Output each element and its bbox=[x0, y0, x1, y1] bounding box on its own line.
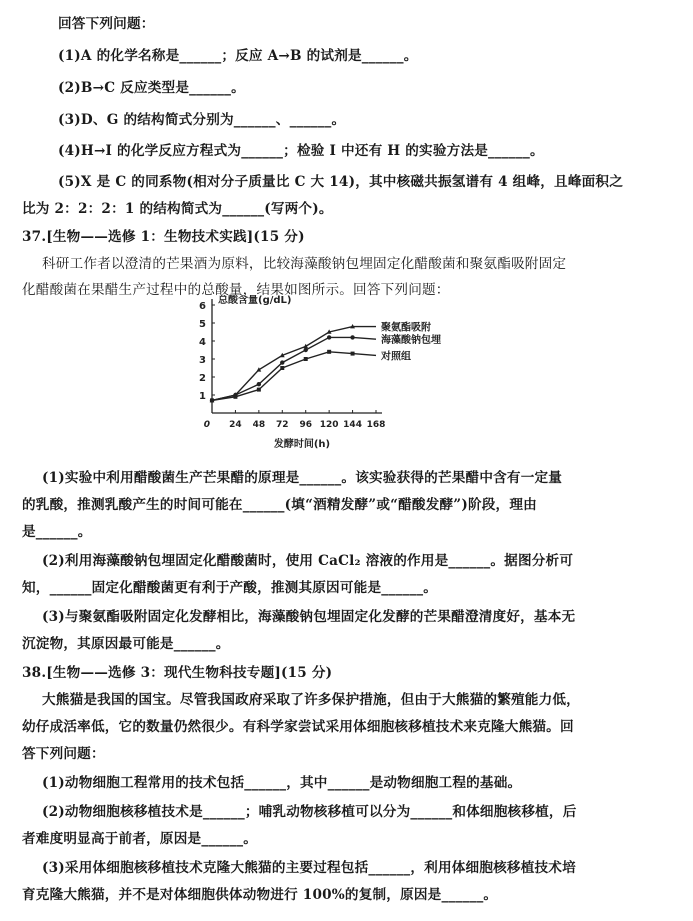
x-tick-label: 24 bbox=[229, 420, 242, 430]
y-tick-label: 6 bbox=[199, 301, 206, 312]
y-tick-label: 2 bbox=[199, 373, 206, 384]
x-tick-label: 168 bbox=[366, 420, 386, 430]
q38-line-0: 大熊猫是我国的国宝。尽管我国政府采取了许多保护措施，但由于大熊猫的繁殖能力低， bbox=[42, 692, 580, 708]
data-point bbox=[304, 348, 308, 352]
q37-q3-line-1: 沉淀物，其原因最可能是______。 bbox=[22, 636, 230, 652]
data-point bbox=[327, 350, 331, 354]
data-point bbox=[304, 357, 308, 361]
data-point bbox=[280, 366, 284, 370]
q37-q1-line-2: 是______。 bbox=[22, 524, 92, 540]
data-point bbox=[351, 352, 355, 356]
q37-q1-line-1: 的乳酸，推测乳酸产生的时间可能在______(填“酒精发酵”或“醋酸发酵”)阶段，理由 bbox=[22, 497, 537, 513]
y-tick-label: 3 bbox=[199, 355, 206, 366]
series-label: 聚氨酯吸附 bbox=[381, 322, 431, 334]
y-axis-label: 总酸含量(g/dL) bbox=[218, 295, 292, 306]
data-point bbox=[257, 388, 261, 392]
y-tick-label: 4 bbox=[199, 337, 206, 348]
q37-q1-line-0: (1)实验中利用醋酸菌生产芒果醋的原理是______。该实验获得的芒果醋中含有一定量 bbox=[42, 470, 563, 486]
q38-line-1: 幼仔成活率低，它的数量仍然很少。有科学家尝试采用体细胞核移植技术来克隆大熊猫。回 bbox=[22, 719, 574, 735]
q36-line-1: (1)A 的化学名称是______；反应 A→B 的试剂是______。 bbox=[58, 48, 418, 64]
x-tick-label: 144 bbox=[343, 420, 362, 430]
q38-line-2: 答下列问题： bbox=[22, 746, 105, 762]
data-point bbox=[280, 360, 284, 364]
series-label: 对照组 bbox=[381, 351, 411, 363]
series-line-1 bbox=[212, 337, 376, 400]
series-label: 海藻酸钠包埋 bbox=[381, 335, 441, 347]
q36-line-3: (3)D、G 的结构简式分别为______、______。 bbox=[58, 112, 346, 128]
data-point bbox=[350, 335, 354, 339]
data-point bbox=[327, 335, 331, 339]
q37-heading: 37.[生物——选修 1：生物技术实践](15 分) bbox=[22, 229, 305, 245]
q37-q2-line-0: (2)利用海藻酸钠包埋固定化醋酸菌时，使用 CaCl₂ 溶液的作用是______。据图分析可 bbox=[42, 553, 574, 569]
x-tick-label: 0 bbox=[203, 420, 210, 430]
x-tick-label: 96 bbox=[299, 420, 312, 430]
q36-line-2: (2)B→C 反应类型是______。 bbox=[58, 80, 245, 96]
q38-line-7: 育克隆大熊猫，并不是对体细胞供体动物进行 100%的复制，原因是______。 bbox=[22, 887, 498, 903]
q38-line-4: (2)动物细胞核移植技术是______；哺乳动物核移植可以分为______和体细胞核移植，后 bbox=[42, 804, 577, 820]
data-point bbox=[233, 395, 237, 399]
q36-line-6: 比为 2：2：2：1 的结构简式为______(写两个)。 bbox=[22, 201, 333, 217]
y-tick-label: 5 bbox=[199, 319, 206, 330]
q37-q3-line-0: (3)与聚氨酯吸附固定化发酵相比，海藻酸钠包埋固定化发酵的芒果醋澄清度好，基本无 bbox=[42, 609, 576, 625]
q38-line-6: (3)采用体细胞核移植技术克隆大熊猫的主要过程包括______，利用体细胞核移植技术培 bbox=[42, 860, 576, 876]
total-acid-chart bbox=[185, 295, 525, 455]
q37-q2-line-1: 知，______固定化醋酸菌更有利于产酸，推测其原因可能是______。 bbox=[22, 580, 438, 596]
data-point bbox=[210, 398, 214, 402]
x-tick-label: 48 bbox=[252, 420, 266, 430]
q36-line-4: (4)H→I 的化学反应方程式为______；检验 I 中还有 H 的实验方法是______。 bbox=[58, 143, 544, 159]
q36-line-5: (5)X 是 C 的同系物(相对分子质量比 C 大 14)，其中核磁共振氢谱有 4 组峰，且峰面积之 bbox=[58, 174, 624, 190]
data-point bbox=[257, 382, 261, 386]
q37-intro-1: 化醋酸菌在果醋生产过程中的总酸量，结果如图所示。回答下列问题： bbox=[22, 282, 450, 298]
q36-line-0: 回答下列问题： bbox=[58, 16, 155, 32]
y-tick-label: 1 bbox=[199, 391, 206, 402]
x-tick-label: 120 bbox=[319, 420, 339, 430]
q37-intro-0: 科研工作者以澄清的芒果酒为原料，比较海藻酸钠包埋固定化醋酸菌和聚氨酯吸附固定 bbox=[42, 256, 567, 272]
q38-line-3: (1)动物细胞工程常用的技术包括______，其中______是动物细胞工程的基础。 bbox=[42, 775, 522, 791]
x-axis-label: 发酵时间(h) bbox=[273, 439, 331, 450]
x-tick-label: 72 bbox=[276, 420, 289, 430]
q38-line-5: 者难度明显高于前者，原因是______。 bbox=[22, 831, 258, 847]
q38-heading: 38.[生物——选修 3：现代生物科技专题](15 分) bbox=[22, 665, 333, 681]
